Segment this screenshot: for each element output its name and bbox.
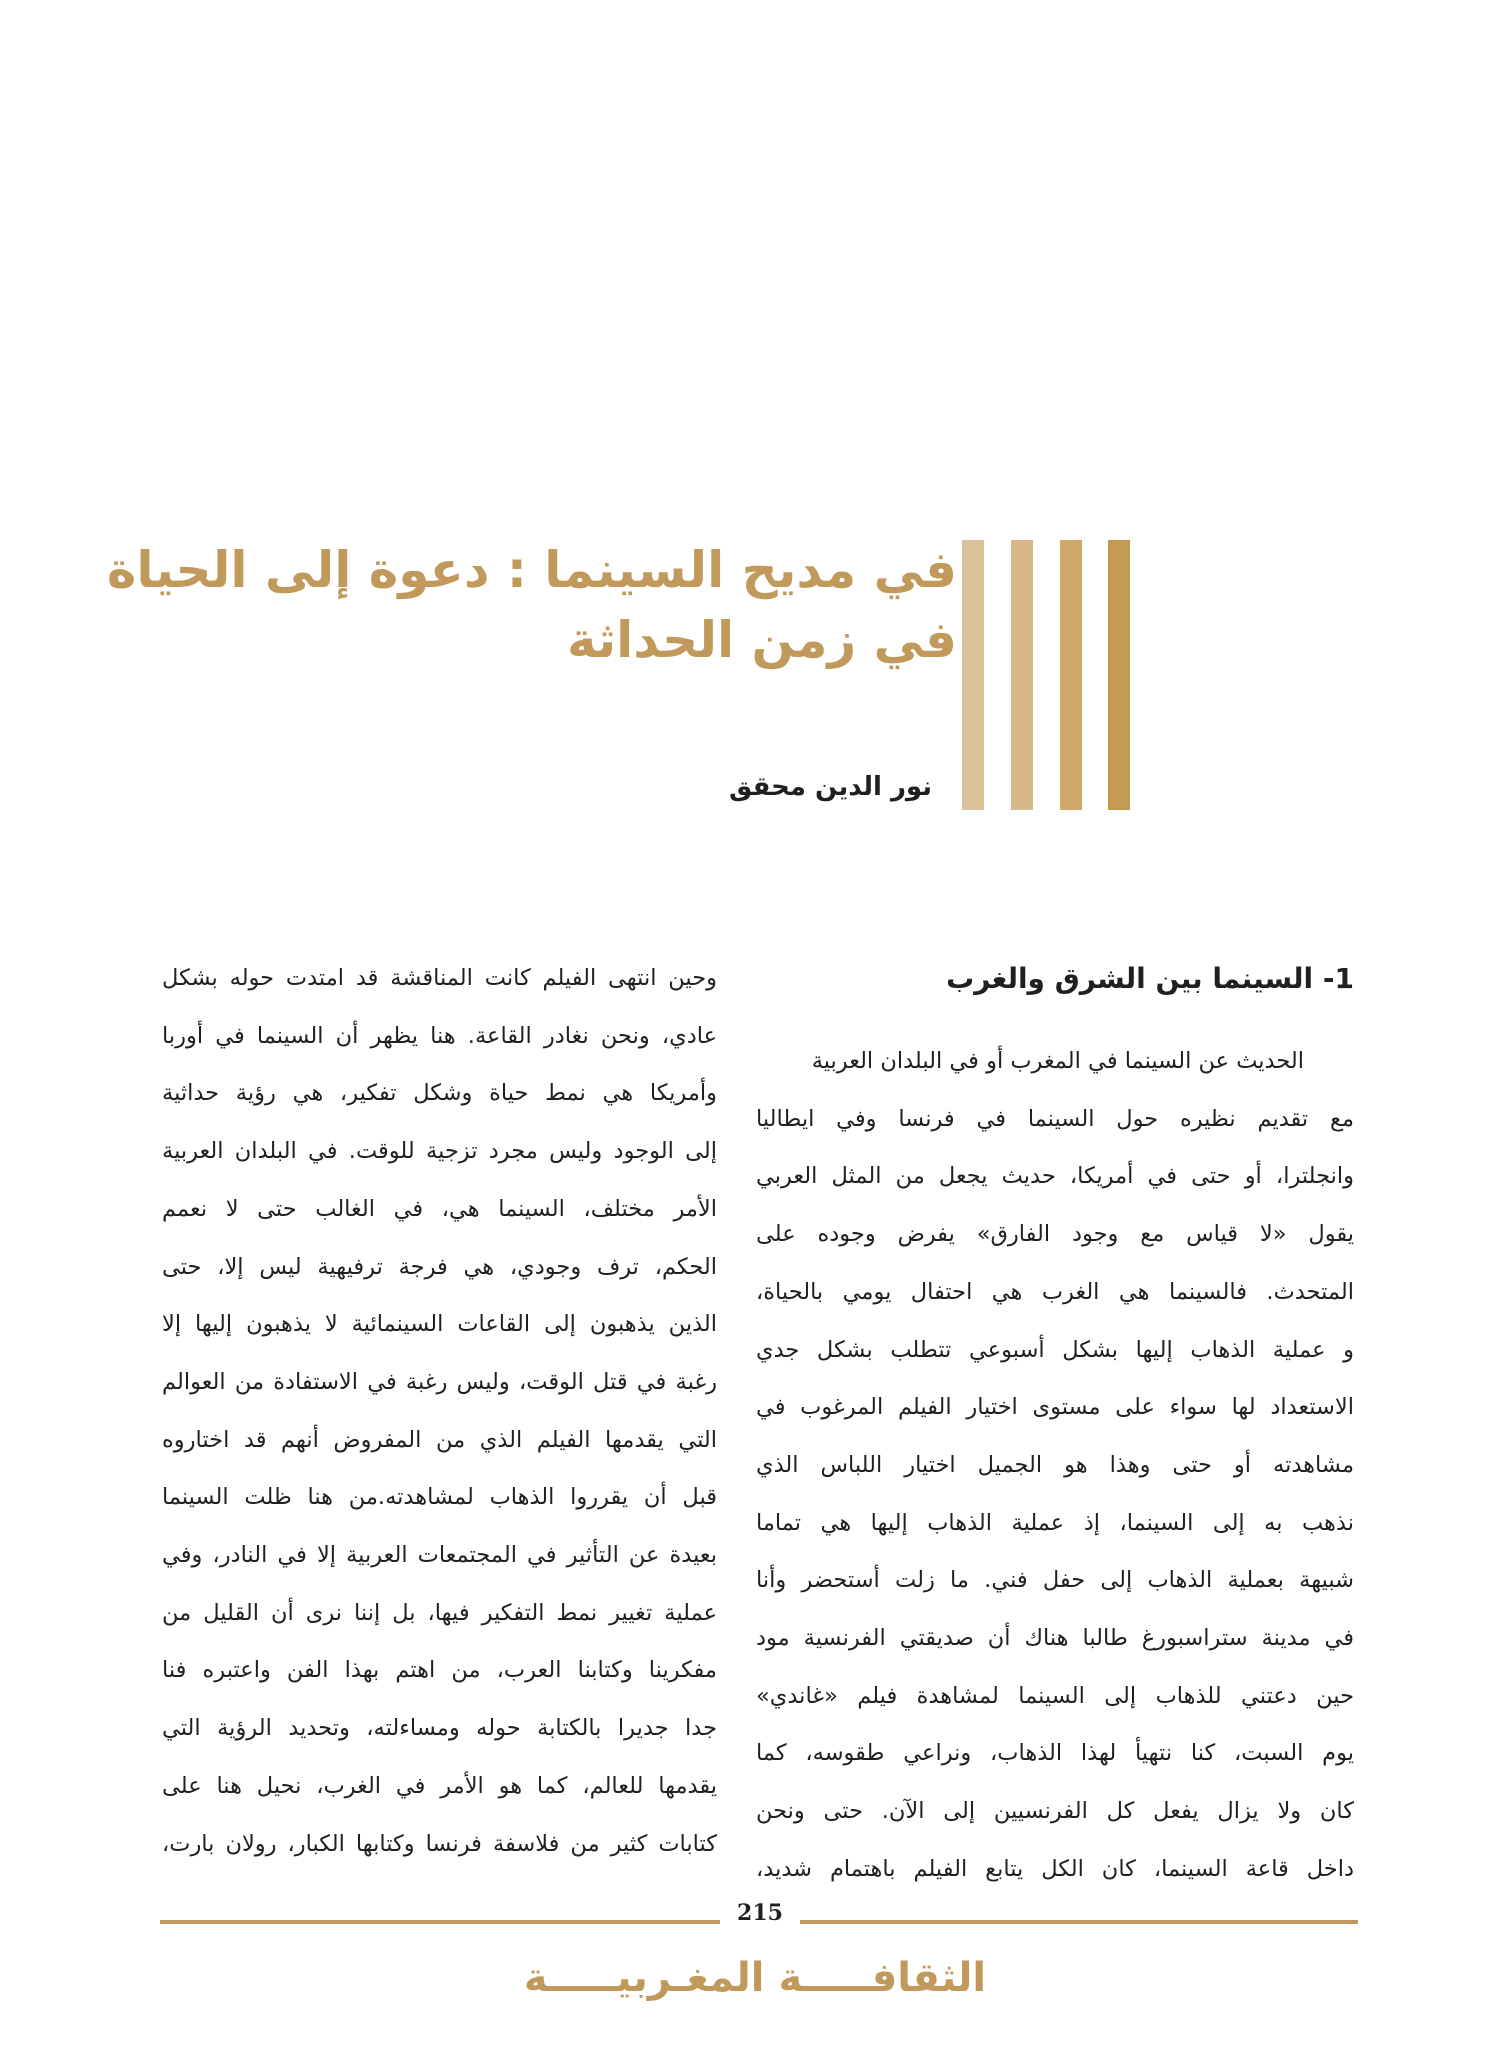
paragraph-line: شبيهة بعملية الذهاب إلى حفل فني. ما زلت أستحضر وأنا <box>756 1567 1354 1594</box>
right-column <box>756 1033 1354 1899</box>
paragraph-line: المتحدث. فالسينما هي الغرب هي احتفال يومي بالحياة، <box>756 1278 1354 1305</box>
paragraph-line: مع تقديم نظيره حول السينما في فرنسا وفي ايطاليا <box>756 1105 1354 1132</box>
paragraph-line: إلى الوجود وليس مجرد تزجية للوقت. في البلدان العربية <box>162 1138 717 1165</box>
footer-rule-left <box>160 1920 720 1924</box>
paragraph-line: الحديث عن السينما في المغرب أو في البلدان العربية <box>811 1048 1304 1074</box>
paragraph-line: الاستعداد لها سواء على مستوى اختيار الفيلم المرغوب في <box>756 1394 1354 1421</box>
decorative-bar-4 <box>1108 540 1130 810</box>
paragraph-line: الحكم، ترف وجودي، هي فرجة ترفيهية ليس إلا، حتى <box>162 1253 717 1280</box>
paragraph-line: وحين انتهى الفيلم كانت المناقشة قد امتدت حوله بشكل <box>162 965 717 991</box>
paragraph-line: و عملية الذهاب إليها بشكل أسبوعي تتطلب بشكل جدي <box>756 1336 1354 1363</box>
magazine-name: الثقافـــــة المغـربيـــــة <box>523 1955 987 2001</box>
paragraph-line: رغبة في قتل الوقت، وليس رغبة في الاستفادة من العوالم <box>162 1368 717 1395</box>
paragraph-line: عادي، ونحن نغادر القاعة. هنا يظهر أن السينما في أوربا <box>162 1022 717 1049</box>
paragraph-line: داخل قاعة السينما، كان الكل يتابع الفيلم باهتمام شديد، <box>756 1855 1354 1882</box>
paragraph-line: وأمريكا هي نمط حياة وشكل تفكير، هي رؤية حداثية <box>162 1080 717 1107</box>
paragraph-line: وانجلترا، أو حتى في أمريكا، حديث يجعل من المثل العربي <box>756 1163 1354 1190</box>
paragraph-line: يقول «لا قياس مع وجود الفارق» يفرض وجوده على <box>756 1221 1354 1248</box>
article-author: نور الدين محقق <box>729 772 932 802</box>
paragraph-line: التي يقدمها الفيلم الذي من المفروض أنهم قد اختاروه <box>162 1426 717 1453</box>
paragraph-line: جدا جديرا بالكتابة حوله ومساءلته، وتحديد الرؤية التي <box>162 1715 717 1742</box>
paragraph-line: كان ولا يزال يفعل كل الفرنسيين إلى الآن. حتى ونحن <box>756 1798 1354 1825</box>
paragraph-line: كتابات كثير من فلاسفة فرنسا وكتابها الكبار، رولان بارت، <box>162 1830 717 1857</box>
paragraph-line: نذهب به إلى السينما، إذ عملية الذهاب إليها هي تماما <box>756 1509 1354 1536</box>
article-title <box>106 535 957 675</box>
paragraph-line: قبل أن يقرروا الذهاب لمشاهدته.من هنا ظلت السينما <box>162 1484 717 1511</box>
article-title-line-2: في زمن الحداثة <box>567 611 957 669</box>
paragraph-line: يوم السبت، كنا نتهيأ لهذا الذهاب، ونراعي طقوسه، كما <box>756 1740 1354 1767</box>
article-title-line-1: في مديح السينما : دعوة إلى الحياة <box>106 541 957 599</box>
page-number: 215 <box>720 1900 800 1926</box>
paragraph-line: حين دعتني للذهاب إلى السينما لمشاهدة فيلم «غاندي» <box>756 1682 1354 1709</box>
footer-rule-right <box>800 1920 1358 1924</box>
left-column <box>162 950 717 1873</box>
decorative-bars <box>962 540 1130 810</box>
decorative-bar-2 <box>1011 540 1033 810</box>
paragraph-line: في مدينة ستراسبورغ طالبا هناك أن صديقتي الفرنسية مود <box>756 1625 1354 1652</box>
paragraph-line: يقدمها للعالم، كما هو الأمر في الغرب، نحيل هنا على <box>162 1772 717 1799</box>
paragraph-line: الذين يذهبون إلى القاعات السينمائية لا يذهبون إليها إلا <box>162 1311 717 1338</box>
paragraph-line: بعيدة عن التأثير في المجتمعات العربية إلا في النادر، وفي <box>162 1542 717 1569</box>
section-heading: 1- السينما بين الشرق والغرب <box>946 962 1354 995</box>
decorative-bar-3 <box>1060 540 1082 810</box>
paragraph-line: مشاهدته أو حتى وهذا هو الجميل اختيار اللباس الذي <box>756 1451 1354 1478</box>
decorative-bar-1 <box>962 540 984 810</box>
paragraph-line: مفكرينا وكتابنا العرب، من اهتم بهذا الفن واعتبره فنا <box>162 1657 717 1684</box>
paragraph-line: عملية تغيير نمط التفكير فيها، بل إننا نرى أن القليل من <box>162 1599 717 1626</box>
paragraph-line: الأمر مختلف، السينما هي، في الغالب حتى لا نعمم <box>162 1195 717 1222</box>
